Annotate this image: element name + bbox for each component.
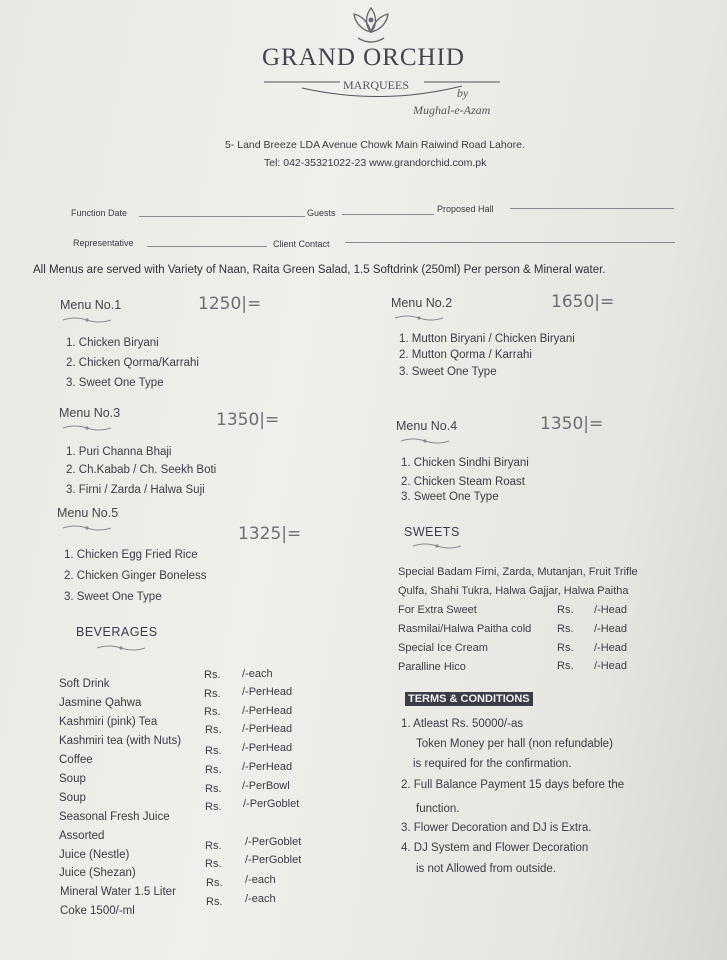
telephone: Tel: 042-35321022-23 www.grandorchid.com.pk [264,157,487,169]
menu-2-item: 3. Sweet One Type [399,366,497,378]
sweet-rasmalai-name: Rasmilai/Halwa Paitha cold [398,623,532,635]
flourish-icon [400,437,450,445]
sweet-icecream-name: Special Ice Cream [398,642,488,654]
sweet-rasmalai-rs: Rs. [557,623,574,635]
flourish-icon [62,424,112,432]
sweet-paralline-rs: Rs. [557,660,574,672]
beverage-name: Coffee [59,754,93,766]
beverage-rs: Rs. [206,877,223,889]
beverage-rs: Rs. [205,801,222,813]
menu-4-item: 2. Chicken Steam Roast [401,476,526,488]
owner-script: Mughal-e-Azam [413,103,491,117]
beverage-rs: Rs. [205,858,222,870]
menu-2-item: 1. Mutton Biryani / Chicken Biryani [399,333,575,345]
terms-line: Token Money per hall (non refundable) [416,738,613,750]
menu-5-item: 1. Chicken Egg Fried Rice [64,549,198,561]
beverage-rs: Rs. [205,840,222,852]
beverage-name: Soup [59,773,86,785]
guests-label: Guests [307,208,336,218]
beverage-unit: /-PerBowl [242,780,290,792]
menu-4-price: 1350|= [540,414,604,434]
beverage-name: Soup [59,792,86,804]
beverage-name: Soft Drink [59,678,110,690]
beverage-unit: /-each [245,874,276,886]
beverage-name: Kashmiri (pink) Tea [59,716,158,728]
menu-3-item: 2. Ch.Kabab / Ch. Seekh Boti [66,464,217,476]
menu-4-title: Menu No.4 [396,419,458,433]
flourish-icon [394,314,444,322]
menu-3-price: 1350|= [216,410,280,430]
beverage-name: Seasonal Fresh Juice [59,811,170,823]
menu-1-title: Menu No.1 [60,298,122,312]
beverage-unit: /-PerHead [242,761,293,773]
beverage-name: Juice (Nestle) [59,849,130,861]
proposed-hall-line [510,208,674,209]
menu-1-item: 1. Chicken Biryani [66,337,159,349]
beverage-name: Mineral Water 1.5 Liter [60,886,176,898]
sweet-extra-name: For Extra Sweet [398,604,477,616]
beverage-rs: Rs. [205,745,222,757]
beverage-name: Kashmiri tea (with Nuts) [59,735,182,747]
beverage-unit: /-PerHead [242,723,293,735]
orchid-logo-icon [348,2,394,48]
beverage-unit: /-PerGoblet [245,854,302,866]
terms-line: 2. Full Balance Payment 15 days before the [401,779,625,791]
address: 5- Land Breeze LDA Avenue Chowk Main Raiwind Road Lahore. [225,139,525,151]
sweet-rasmalai-unit: /-Head [594,623,628,635]
menu-4-item: 3. Sweet One Type [401,491,499,503]
menu-1-item: 3. Sweet One Type [66,377,164,389]
menu-2-title: Menu No.2 [391,296,453,310]
menu-5-title: Menu No.5 [57,506,119,520]
sweet-extra-unit: /-Head [594,604,628,616]
beverage-rs: Rs. [204,688,221,700]
beverage-rs: Rs. [206,896,223,908]
terms-line: 1. Atleast Rs. 50000/-as [401,718,524,730]
beverage-unit: /-PerHead [242,686,293,698]
client-contact-line [345,242,675,243]
sweet-icecream-rs: Rs. [557,642,574,654]
by-label: by [457,86,469,100]
intro-note: All Menus are served with Variety of Naan, Raita Green Salad, 1.5 Softdrink (250ml) Per person & Mineral water. [33,264,606,276]
proposed-hall-label: Proposed Hall [437,204,494,214]
terms-line: 4. DJ System and Flower Decoration [401,842,589,854]
flourish-icon [62,524,112,532]
beverage-name: Jasmine Qahwa [59,697,142,709]
menu-1-item: 2. Chicken Qorma/Karrahi [66,357,199,369]
terms-line: 3. Flower Decoration and DJ is Extra. [401,822,592,834]
beverage-rs: Rs. [204,706,221,718]
terms-line: is required for the confirmation. [413,758,572,770]
sweet-paralline-name: Paralline Hico [398,661,466,673]
beverage-rs: Rs. [205,783,222,795]
beverage-unit: /-PerGoblet [245,836,302,848]
sweet-paralline-unit: /-Head [594,660,628,672]
representative-line [147,246,267,247]
beverage-unit: /-PerHead [242,742,293,754]
terms-heading: TERMS & CONDITIONS [405,692,533,706]
flourish-icon [96,644,146,652]
menu-4-item: 1. Chicken Sindhi Biryani [401,457,529,469]
menu-5-price: 1325|= [238,524,302,544]
sweet-icecream-unit: /-Head [594,642,628,654]
beverage-rs: Rs. [205,764,222,776]
menu-3-item: 1. Puri Channa Bhaji [66,446,172,458]
beverage-name: Assorted [59,830,105,842]
menu-3-item: 3. Firni / Zarda / Halwa Suji [66,484,205,496]
function-date-line [139,216,305,217]
client-contact-label: Client Contact [273,239,330,249]
menu-3-title: Menu No.3 [59,406,121,420]
terms-line: is not Allowed from outside. [416,863,556,875]
menu-5-item: 2. Chicken Ginger Boneless [64,570,207,582]
flourish-icon [412,542,462,550]
beverages-heading: BEVERAGES [76,625,158,639]
beverage-rs: Rs. [204,669,221,681]
brand-name: GRAND ORCHID [262,44,465,71]
menu-2-item: 2. Mutton Qorma / Karrahi [399,349,532,361]
beverage-name: Coke 1500/-ml [60,905,135,917]
menu-2-price: 1650|= [551,292,615,312]
beverage-unit: /-PerHead [242,705,293,717]
function-date-label: Function Date [71,208,128,218]
sweets-description: Qulfa, Shahi Tukra, Halwa Gajjar, Halwa Paitha [398,585,629,597]
sweets-heading: SWEETS [404,525,460,539]
sweets-description: Special Badam Firni, Zarda, Mutanjan, Fruit Trifle [398,566,638,578]
beverage-rs: Rs. [205,724,222,736]
menu-1-price: 1250|= [198,294,262,314]
brand-subtitle: MARQUEES [343,78,410,92]
beverage-name: Juice (Shezan) [59,867,136,879]
terms-line: function. [416,803,460,815]
beverage-unit: /-PerGoblet [243,798,300,810]
menu-5-item: 3. Sweet One Type [64,591,162,603]
sweet-extra-rs: Rs. [557,604,574,616]
representative-label: Representative [73,238,134,248]
beverage-unit: /-each [245,893,276,905]
guests-line [342,214,434,215]
beverage-unit: /-each [242,668,273,680]
flourish-icon [62,316,112,324]
